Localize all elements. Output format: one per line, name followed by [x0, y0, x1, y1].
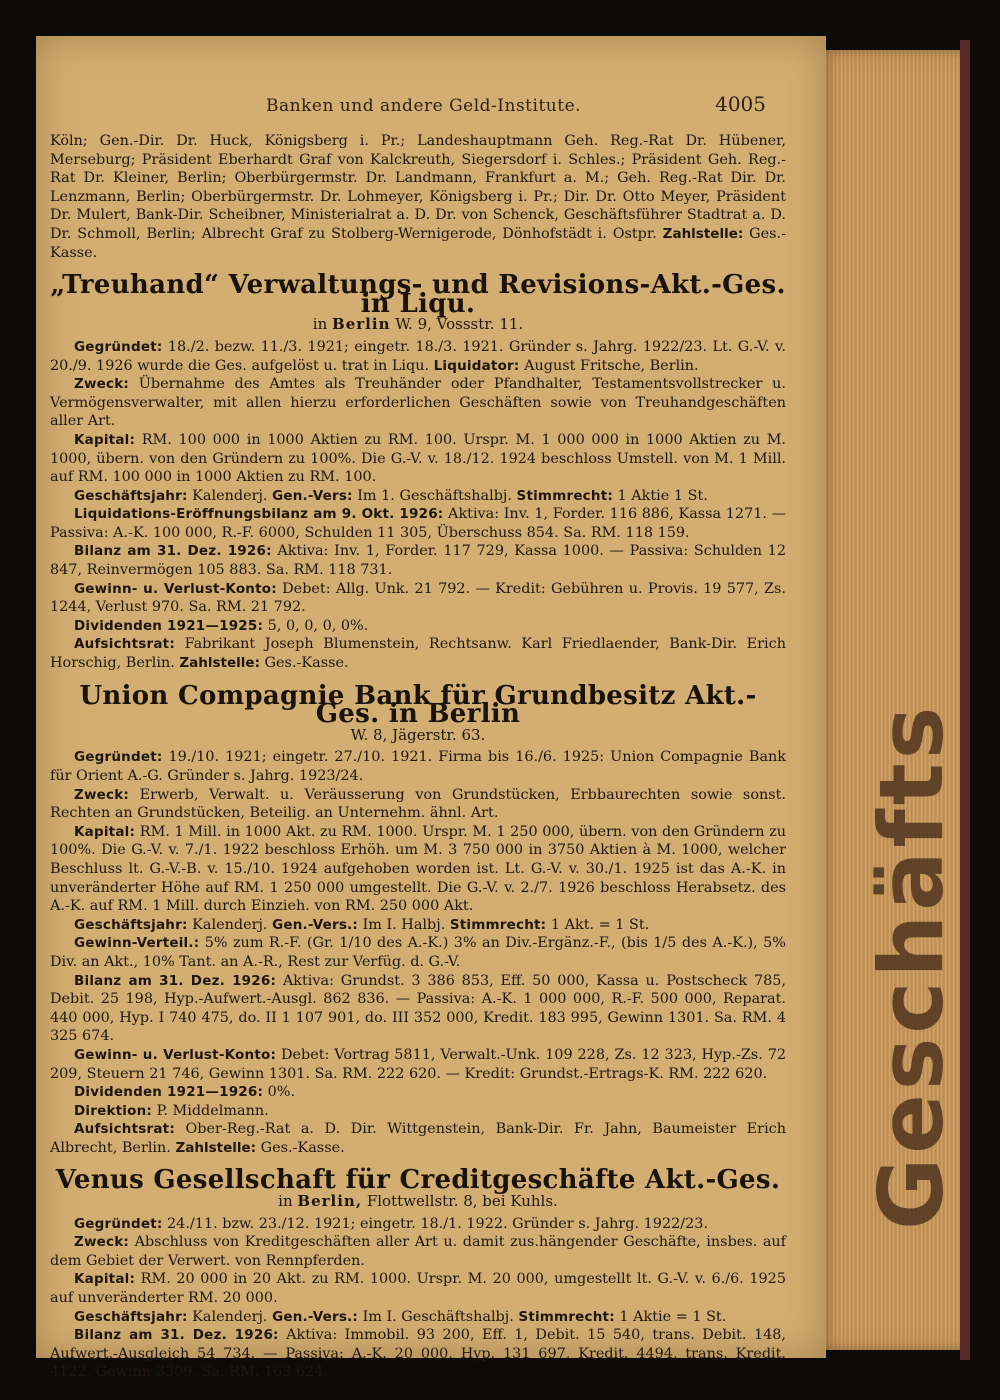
running-header	[76, 92, 766, 122]
zweck-para: Zweck: Abschluss von Kreditgeschäften aller Art u. damit zus.hängender Geschäfte, insbes. auf dem Gebiet der Verwert. von Rennpferden.	[50, 1234, 786, 1269]
zweck-para: Zweck: Übernahme des Amtes als Treuhänder oder Pfandhalter, Testamentsvollstrecker u. Vermögensverwalter, mit allen hierzu erforderlichen Geschäften sowie von Treuhandgeschäften aller Art.	[50, 376, 786, 430]
geschaeftsjahr-para: Geschäftsjahr: Kalenderj. Gen.-Vers: Im 1. Geschäftshalbj. Stimmrecht: 1 Aktie 1 St.	[74, 487, 708, 504]
header-title: Banken und andere Geld-Institute.	[266, 96, 582, 116]
gewinnverteilung-para: Gewinn-Verteil.: 5% zum R.-F. (Gr. 1/10 des A.-K.) 3% an Div.-Ergänz.-F., (bis 1/5 des A.-K.), 5% Div. an Akt., 10% Tant. an A.-R., Rest zur Verfüg. d. G.-V.	[50, 935, 786, 970]
gegruendet-para: Gegründet: 24./11. bzw. 23./12. 1921; eingetr. 18./1. 1922. Gründer s. Jahrg. 1922/23.	[74, 1215, 709, 1232]
liquidationsbilanz-para: Liquidations-Eröffnungsbilanz am 9. Okt. 1926: Aktiva: Inv. 1, Forder. 116 886, Kassa 1271. — Passiva: A.-K. 100 000, R.-F. 6000, Schulden 11 305, Überschuss 854. Sa. RM. 118 159.	[50, 506, 786, 541]
firm-title-treuhand: „Treuhand“ Verwaltungs- und Revisions-Akt.-Ges. in Liqu.	[50, 270, 786, 319]
firm-title-union: Union Compagnie Bank für Grundbesitz Akt.-Ges. in Berlin	[79, 680, 757, 730]
edge-print: Geschäfts	[860, 702, 963, 1230]
kapital-para: Kapital: RM. 100 000 in 1000 Aktien zu RM. 100. Urspr. M. 1 000 000 in 1000 Aktien zu M. 1000, übern. von den Gründern zu 100%. Die G.-V. v. 18./12. 1924 beschloss Umstell. von M. 1 Mill. auf RM. 100 000 in 1000 Aktien zu RM. 100.	[50, 431, 787, 486]
firm-address-treuhand: in Berlin W. 9, Vossstr. 11.	[312, 315, 524, 334]
kapital-para: Kapital: RM. 1 Mill. in 1000 Akt. zu RM. 1000. Urspr. M. 1 250 000, übern. von den Gründern zu 100%. Die G.-V. v. 7./1. 1922 beschloss Erhöh. um M. 3 750 000 in 3750 Aktien à M. 1000, welcher Beschluss lt. G.-V.-B. v. 15./10. 1924 aufgehoben worden ist. Lt. G.-V. v. 30./1. 1925 ist das A.-K. in unveränderter Höhe auf RM. 1 250 000 umgestellt. Die G.-V. v. 2./7. 1926 beschloss Herabsetz. des A.-K. auf RM. 1 Mill. durch Einzieh. von RM. 250 000 Akt.	[50, 823, 787, 915]
aufsichtsrat-para: Aufsichtsrat: Fabrikant Joseph Blumenstein, Rechtsanw. Karl Friedlaender, Bank-Dir. Erich Horschig, Berlin. Zahlstelle: Ges.-Kasse.	[50, 636, 786, 672]
zweck-para: Zweck: Erwerb, Verwalt. u. Veräusserung von Grundstücken, Erbbaurechten sowie sonst. Rechten an Grundstücken, Beteilig. an Unternehm. ähnl. Art.	[50, 786, 786, 822]
gegruendet-para: Gegründet: 18./2. bezw. 11./3. 1921; eingetr. 18./3. 1921. Gründer s. Jahrg. 1922/23. Lt. G.-V. v. 20./9. 1926 wurde die Ges. aufgelöst u. trat in Liqu. Liquidator: August Fritsche, Berlin.	[50, 338, 787, 374]
aufsichtsrat-para: Aufsichtsrat: Ober-Reg.-Rat a. D. Dir. Wittgenstein, Bank-Dir. Fr. Jahn, Baumeister Erich Albrecht, Berlin. Zahlstelle: Ges.-Kasse.	[50, 1121, 786, 1156]
page-number: 4005	[715, 92, 766, 116]
firm-address-venus: in Berlin, Flottwellstr. 8, bei Kuhls.	[278, 1192, 558, 1211]
bilanz-para: Bilanz am 31. Dez. 1926: Aktiva: Inv. 1, Forder. 117 729, Kassa 1000. — Passiva: Schulden 12 847, Reinvermögen 105 883. Sa. RM. 118 731.	[50, 543, 786, 579]
kapital-para: Kapital: RM. 20 000 in 20 Akt. zu RM. 1000. Urspr. M. 20 000, umgestellt lt. G.-V. v. 6./6. 1925 auf unveränderter RM. 20 000.	[50, 1271, 786, 1307]
geschaeftsjahr-para: Geschäftsjahr: Kalenderj. Gen.-Vers.: Im I. Halbj. Stimmrecht: 1 Akt. = 1 St.	[74, 916, 650, 933]
firm-address-union: W. 8, Jägerstr. 63.	[350, 725, 486, 744]
bilanz-para: Bilanz am 31. Dez. 1926: Aktiva: Immobil. 93 200, Eff. 1, Debit. 15 540, trans. Debit. 148, Aufwert.-Ausgleich 54 734. — Passiva: A.-K. 20 000, Hyp. 131 697, Kredit. 4494, trans. Kredit. 4122, Gewinn 3309. Sa. RM. 163 624.	[50, 1327, 786, 1381]
direktion-para: Direktion: P. Middelmann.	[74, 1102, 269, 1119]
dividenden-para: Dividenden 1921—1925: 5, 0, 0, 0, 0%.	[74, 617, 369, 634]
bilanz-para: Bilanz am 31. Dez. 1926: Aktiva: Grundst. 3 386 853, Eff. 50 000, Kassa u. Postscheck 785, Debit. 25 198, Hyp.-Aufwert.-Ausgl. 862 836. — Passiva: A.-K. 1 000 000, R.-F. 500 000, Reparat. 440 000, Hyp. I 740 475, do. II 1 107 901, do. III 352 000, Kredit. 183 995, Gewinn 1301. Sa. RM. 4 325 674.	[50, 972, 786, 1045]
guv-para: Gewinn- u. Verlust-Konto: Debet: Allg. Unk. 21 792. — Kredit: Gebühren u. Provis. 19 577, Zs. 1244, Verlust 970. Sa. RM. 21 792.	[50, 580, 787, 616]
book-page	[36, 36, 826, 1381]
firm-title-venus: Venus Gesellschaft für Creditgeschäfte Akt.-Ges.	[55, 1165, 781, 1196]
guv-para: Gewinn- u. Verlust-Konto: Debet: Vortrag 5811, Verwalt.-Unk. 109 228, Zs. 12 323, Hyp.-Zs. 72 209, Steuern 21 746, Gewinn 1301. Sa. RM. 222 620. — Kredit: Grundst.-Ertrags-K. RM. 222 620.	[50, 1046, 787, 1082]
page-content	[50, 132, 786, 1382]
intro-paragraph: Köln; Gen.-Dir. Dr. Huck, Königsberg i. Pr.; Landeshauptmann Geh. Reg.-Rat Dr. Hübener, Merseburg; Präsident Eberhardt Graf von Kalckreuth, Siegersdorf i. Schles.; Präsident Geh. Reg.-Rat Dr. Kleiner, Berlin; Oberbürgermstr. Dr. Landmann, Frankfurt a. M.; Geh. Reg.-Rat Dir. Dr. Lenzmann, Berlin; Oberbürgermstr. Dr. Lohmeyer, Königsberg i. Pr.; Dir. Dr. Otto Meyer, Präsident Dr. Mulert, Bank-Dir. Scheibner, Ministerialrat a. D. Dr. von Schenck, Geschäftsführer Stadtrat a. D. Dr. Schmoll, Berlin; Albrecht Graf zu Stolberg-Wernigerode, Dönhofstädt i. Ostpr. Zahlstelle: Ges.-Kasse.	[50, 133, 786, 261]
gegruendet-para: Gegründet: 19./10. 1921; eingetr. 27./10. 1921. Firma bis 16./6. 1925: Union Compagnie Bank für Orient A.-G. Gründer s. Jahrg. 1923/24.	[50, 749, 787, 784]
geschaeftsjahr-para: Geschäftsjahr: Kalenderj. Gen.-Vers.: Im I. Geschäftshalbj. Stimmrecht: 1 Aktie = 1 St.	[74, 1308, 727, 1325]
dividenden-para: Dividenden 1921—1926: 0%.	[74, 1084, 296, 1101]
